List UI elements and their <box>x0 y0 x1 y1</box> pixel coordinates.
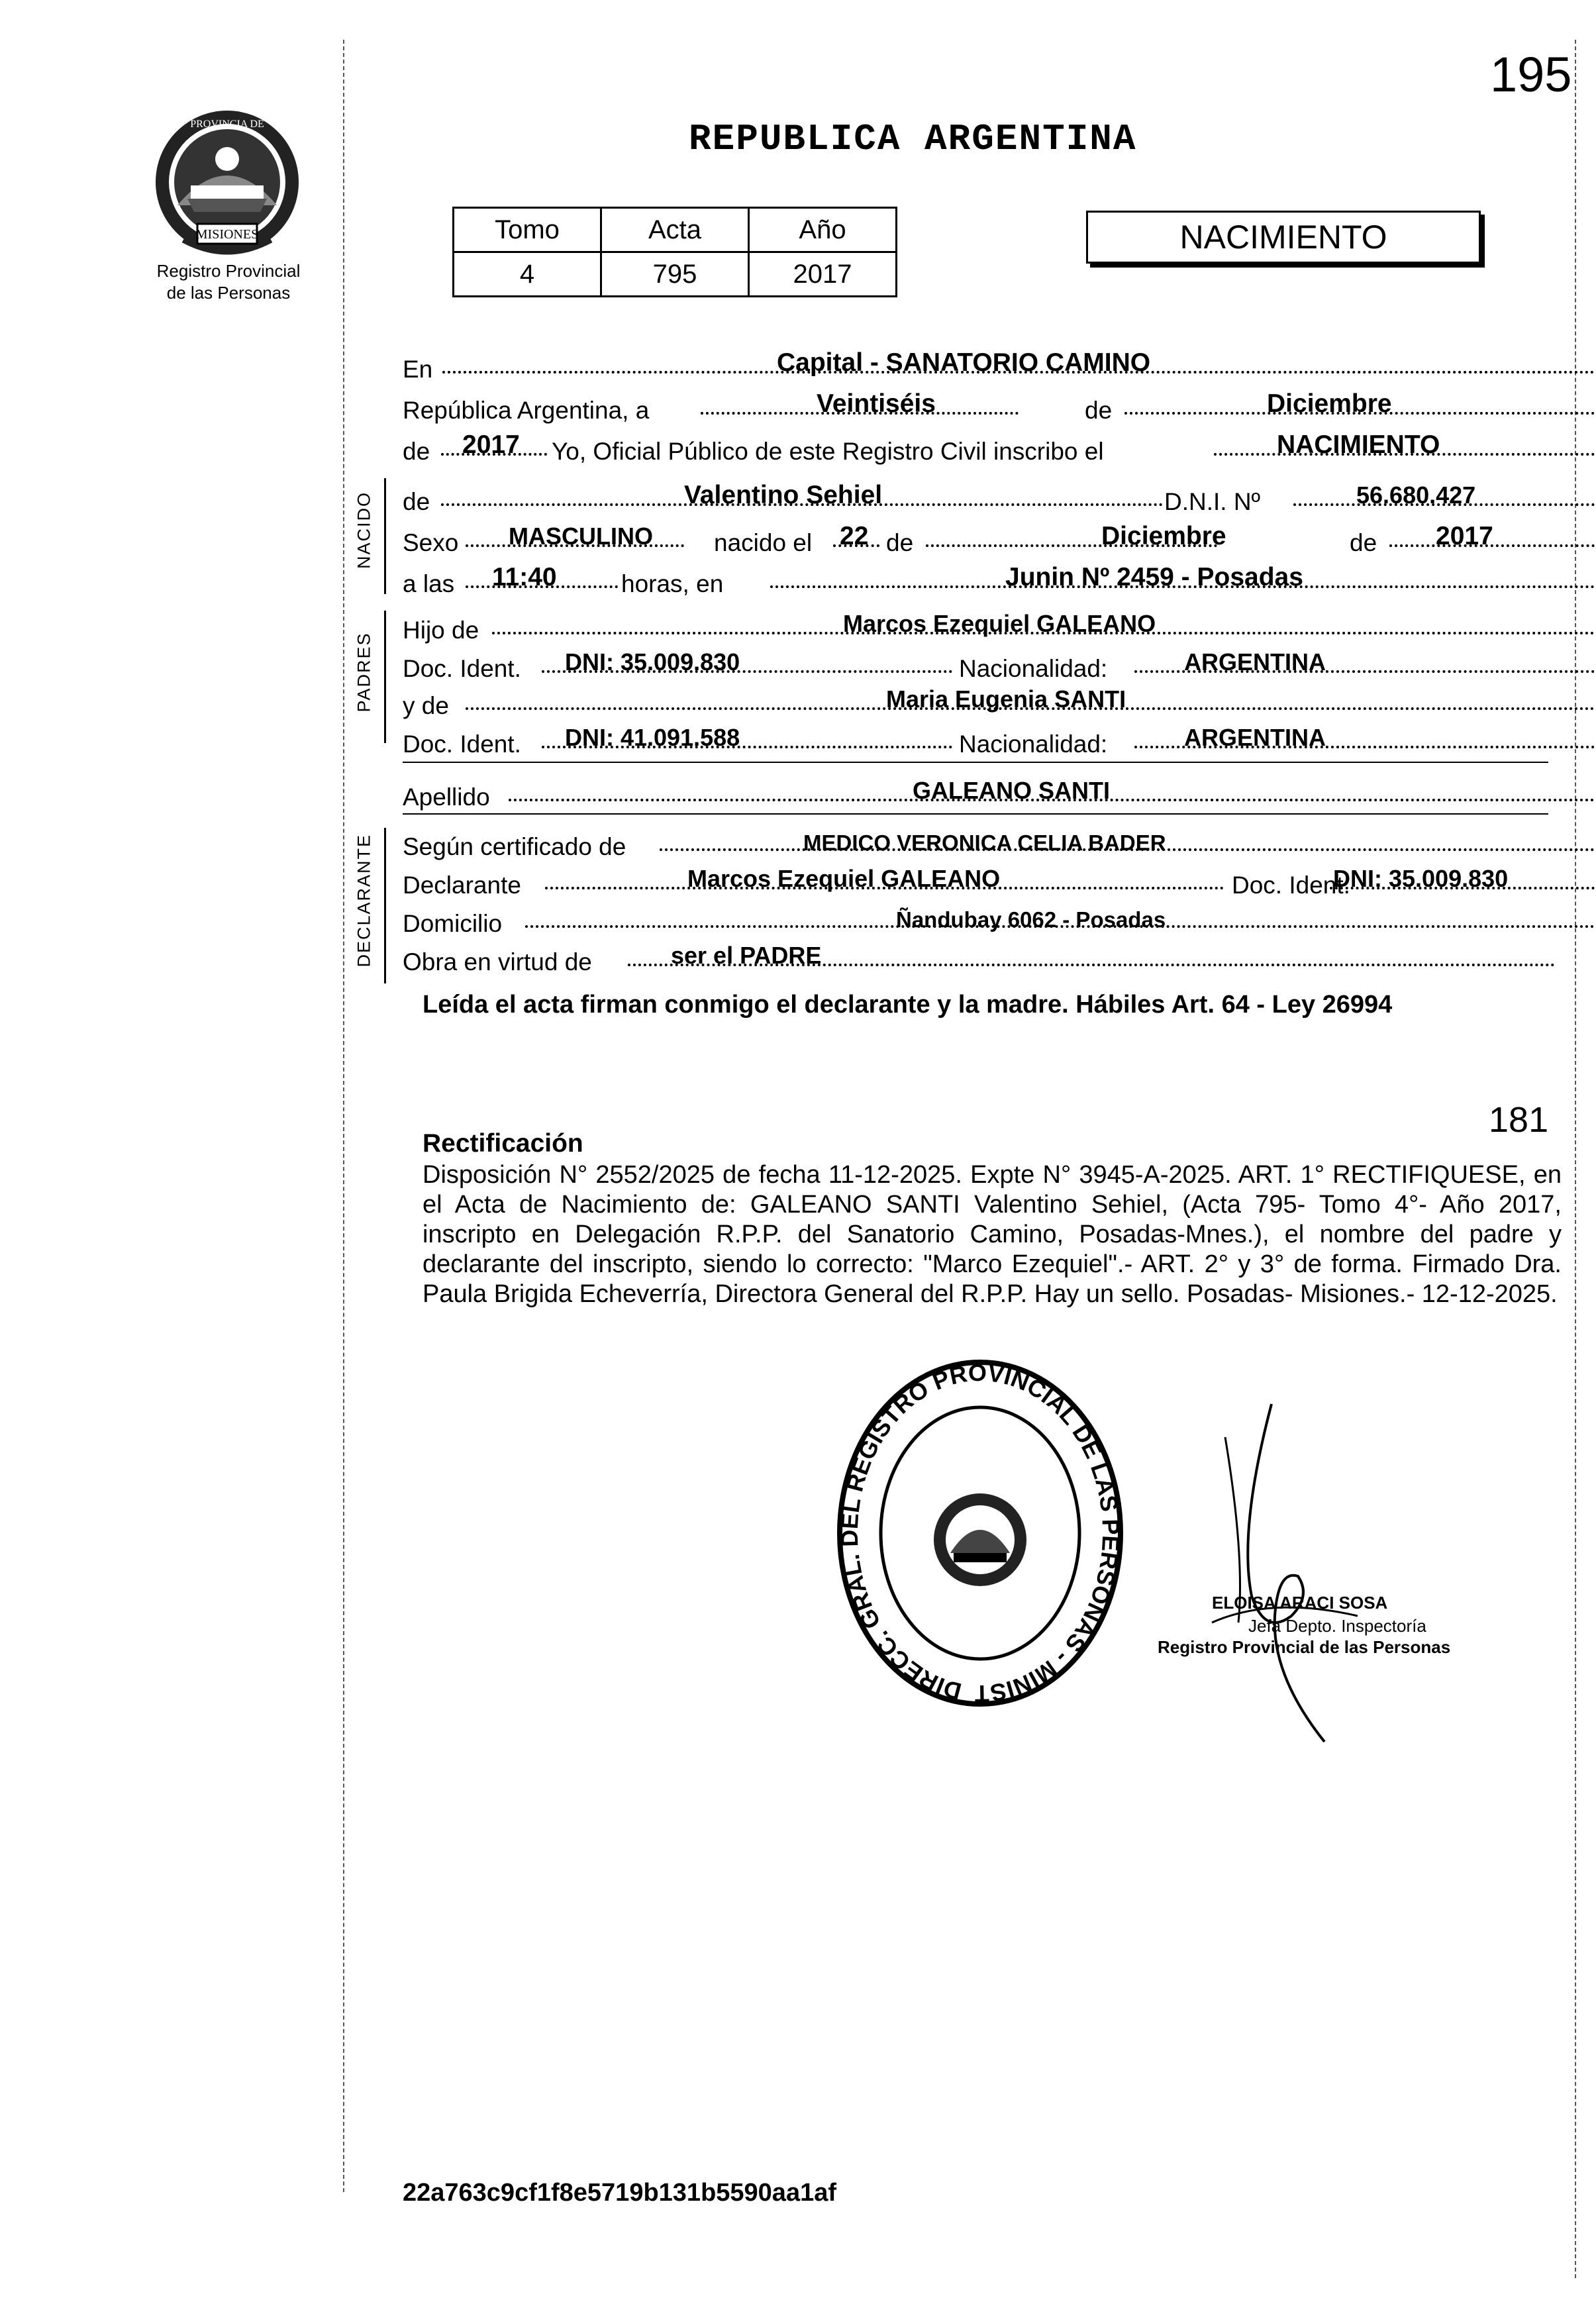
record-type-box: NACIMIENTO <box>1086 211 1481 264</box>
label-de: de <box>886 529 914 556</box>
value-declarante: Marcos Ezequiel GALEANO <box>687 865 1001 892</box>
label-obra: Obra en virtud de <box>403 948 592 976</box>
document-title: REPUBLICA ARGENTINA <box>689 118 1137 160</box>
section-label-padres: PADRES <box>354 632 374 713</box>
value-domicilio: Ñandubay 6062 - Posadas <box>896 907 1166 932</box>
value-birth-place: Junin Nº 2459 - Posadas <box>1005 563 1303 591</box>
label-de: de <box>1350 529 1377 556</box>
registry-value-acta: 795 <box>601 252 749 297</box>
closing-note: Leída el acta firman conmigo el declarante y la madre. Hábiles Art. 64 - Ley 26994 <box>423 991 1393 1019</box>
value-segun: MEDICO VERONICA CELIA BADER <box>803 830 1166 855</box>
rectification-body: Disposición N° 2552/2025 de fecha 11-12-2025. Expte N° 3945-A-2025. ART. 1° RECTIFIQUESE, en el Acta de Nacimiento de: GALEANO SANTI Valentino Sehiel, (Acta 795- Tomo 4°- Año 2017, inscripto en Delegación R.P.P. del Sanatorio Camino, Posadas-Mnes.), el nombre del padre y declarante del inscripto, siendo lo correcto: "Marco Ezequiel".- ART. 2° y 3° de forma. Firmado Dra. Paula Brigida Echeverría, Directora General del R.P.P. Hay un sello. Posadas- Misiones.- 12-12-2025. <box>423 1161 1562 1308</box>
label-nacionalidad: Nacionalidad: <box>959 730 1108 758</box>
signatory-organization: Registro Provincial de las Personas <box>1158 1637 1451 1657</box>
value-day: Veintiséis <box>817 389 936 418</box>
value-month: Diciembre <box>1267 389 1392 418</box>
registry-value-tomo: 4 <box>454 252 601 297</box>
svg-text:MISIONES: MISIONES <box>195 227 259 242</box>
logo-caption-line2: de las Personas <box>166 283 291 303</box>
label-dni: D.N.I. Nº <box>1164 488 1261 515</box>
official-seal <box>831 1354 1129 1712</box>
label-doc-ident: Doc. Ident. <box>403 655 521 682</box>
label-de: de <box>403 438 430 465</box>
rectification-number: 181 <box>1489 1100 1549 1140</box>
label-sexo: Sexo <box>403 529 459 556</box>
label-declarante: Declarante <box>403 872 521 899</box>
value-mother-nationality: ARGENTINA <box>1184 724 1326 751</box>
value-mother-name: Maria Eugenia SANTI <box>886 685 1126 713</box>
svg-text:PROVINCIA DE: PROVINCIA DE <box>190 119 264 130</box>
logo-caption <box>123 260 334 304</box>
registry-value-anio: 2017 <box>749 252 897 297</box>
label-doc-ident: Doc. Ident. <box>1232 872 1350 899</box>
label-nacido-el: nacido el <box>714 529 813 556</box>
registry-table <box>452 207 897 297</box>
padres-section-bar <box>384 611 386 743</box>
label-en: En <box>403 356 433 383</box>
logo-caption-line1: Registro Provincial <box>156 261 301 281</box>
value-child-dni: 56.680.427 <box>1356 481 1476 509</box>
document-hash: 22a763c9cf1f8e5719b131b5590aa1af <box>403 2179 836 2207</box>
label-inscribo: Yo, Oficial Público de este Registro Civil inscribo el <box>552 438 1104 465</box>
value-sexo: MASCULINO <box>509 523 653 550</box>
declarante-section-bar <box>384 828 386 983</box>
section-divider <box>403 762 1548 763</box>
value-apellido: GALEANO SANTI <box>913 777 1111 804</box>
value-time: 11:40 <box>492 563 557 591</box>
signatory-name: ELOISA ARACI SOSA <box>1212 1593 1388 1613</box>
left-margin-line <box>343 40 344 2192</box>
value-inscribo: NACIMIENTO <box>1277 430 1440 459</box>
section-label-nacido: NACIDO <box>354 491 374 570</box>
registry-header-anio: Año <box>749 208 897 252</box>
value-father-nationality: ARGENTINA <box>1184 648 1326 676</box>
value-father-name: Marcos Ezequiel GALEANO <box>843 610 1156 637</box>
value-declarante-doc: DNI: 35.009.830 <box>1333 865 1509 892</box>
value-en: Capital - SANATORIO CAMINO <box>777 348 1151 377</box>
label-a-las: a las <box>403 570 455 597</box>
value-birth-month: Diciembre <box>1101 522 1226 550</box>
registry-table-value-row <box>454 252 897 297</box>
svg-text:DIRECC. GRAL. DEL REGISTRO PRO: DIRECC. GRAL. DEL REGISTRO PROVINCIAL DE LAS PERSONAS - MINIST <box>835 1358 1125 1708</box>
value-birth-year: 2017 <box>1436 522 1493 550</box>
value-child-name: Valentino Sehiel <box>684 481 883 509</box>
label-republica: República Argentina, a <box>403 397 650 424</box>
label-horas-en: horas, en <box>621 570 724 597</box>
label-nacionalidad: Nacionalidad: <box>959 655 1108 682</box>
section-label-declarante: DECLARANTE <box>354 833 374 968</box>
signatory-role: Jefa Depto. Inspectoría <box>1248 1616 1426 1636</box>
label-hijo-de: Hijo de <box>403 617 479 644</box>
label-de: de <box>403 488 430 515</box>
section-divider <box>403 813 1548 815</box>
nacido-section-bar <box>384 478 386 594</box>
registry-table-header-row <box>454 208 897 252</box>
label-de: de <box>1085 397 1113 424</box>
label-y-de: y de <box>403 692 449 719</box>
label-doc-ident: Doc. Ident. <box>403 730 521 758</box>
label-segun: Según certificado de <box>403 833 626 860</box>
value-birth-day: 22 <box>840 522 869 550</box>
value-mother-doc: DNI: 41.091.588 <box>565 724 740 751</box>
registry-header-tomo: Tomo <box>454 208 601 252</box>
value-father-doc: DNI: 35.009.830 <box>565 648 740 676</box>
label-domicilio: Domicilio <box>403 910 503 937</box>
registry-header-acta: Acta <box>601 208 749 252</box>
rectification-title: Rectificación <box>423 1129 583 1158</box>
handwritten-signature <box>1139 1397 1510 1768</box>
right-margin-line <box>1575 40 1576 2278</box>
value-year: 2017 <box>462 430 520 459</box>
label-apellido: Apellido <box>403 783 490 811</box>
provincial-logo <box>151 106 303 258</box>
page-number: 195 <box>1490 47 1572 102</box>
value-obra: ser el PADRE <box>671 942 822 969</box>
